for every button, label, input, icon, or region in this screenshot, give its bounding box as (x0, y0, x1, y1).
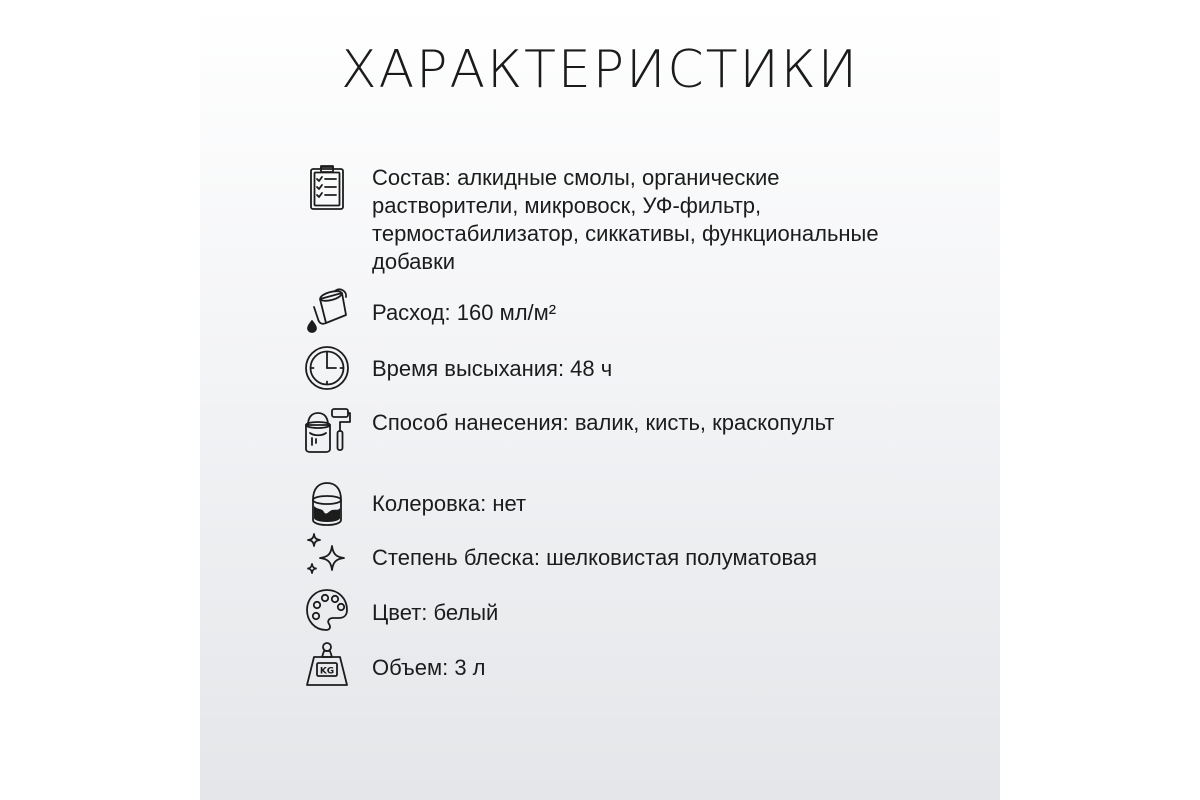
spec-item-drying-time (302, 343, 902, 393)
spec-text-color: Цвет: белый (372, 600, 499, 625)
spec-item-composition (302, 162, 902, 276)
spec-text-consumption: Расход: 160 мл/м² (372, 300, 557, 325)
spec-item-application-method (302, 405, 902, 455)
svg-text:KG: KG (319, 666, 335, 677)
spec-text-volume: Объем: 3 л (372, 655, 486, 680)
spec-item-consumption (302, 285, 902, 335)
spec-item-volume (302, 640, 902, 690)
clock-icon (302, 343, 352, 393)
spec-item-color (302, 585, 902, 635)
spec-text-tinting: Колеровка: нет (372, 491, 527, 516)
paint-bucket-pouring-icon (302, 285, 352, 335)
spec-text-drying-time: Время высыхания: 48 ч (372, 356, 613, 381)
spec-text-gloss-level: Степень блеска: шелковистая полуматовая (372, 545, 818, 570)
spec-item-tinting (302, 478, 902, 528)
spec-item-gloss-level (302, 530, 902, 580)
paint-can-roller-icon (302, 405, 352, 455)
spec-text-composition: Состав: алкидные смолы, органические растворители, микровоск, УФ-фильтр, термостабилизатор, сиккативы, функциональные добавки (372, 165, 879, 274)
palette-icon (302, 585, 352, 635)
paint-can-icon (302, 478, 352, 528)
clipboard-checklist-icon (302, 162, 352, 212)
characteristics-card (200, 0, 1000, 800)
sparkles-icon (302, 530, 352, 580)
kg-weight-icon (302, 640, 352, 690)
page-title: ХАРАКТЕРИСТИКИ (340, 40, 859, 100)
spec-text-application-method: Способ нанесения: валик, кисть, краскопульт (372, 410, 835, 435)
